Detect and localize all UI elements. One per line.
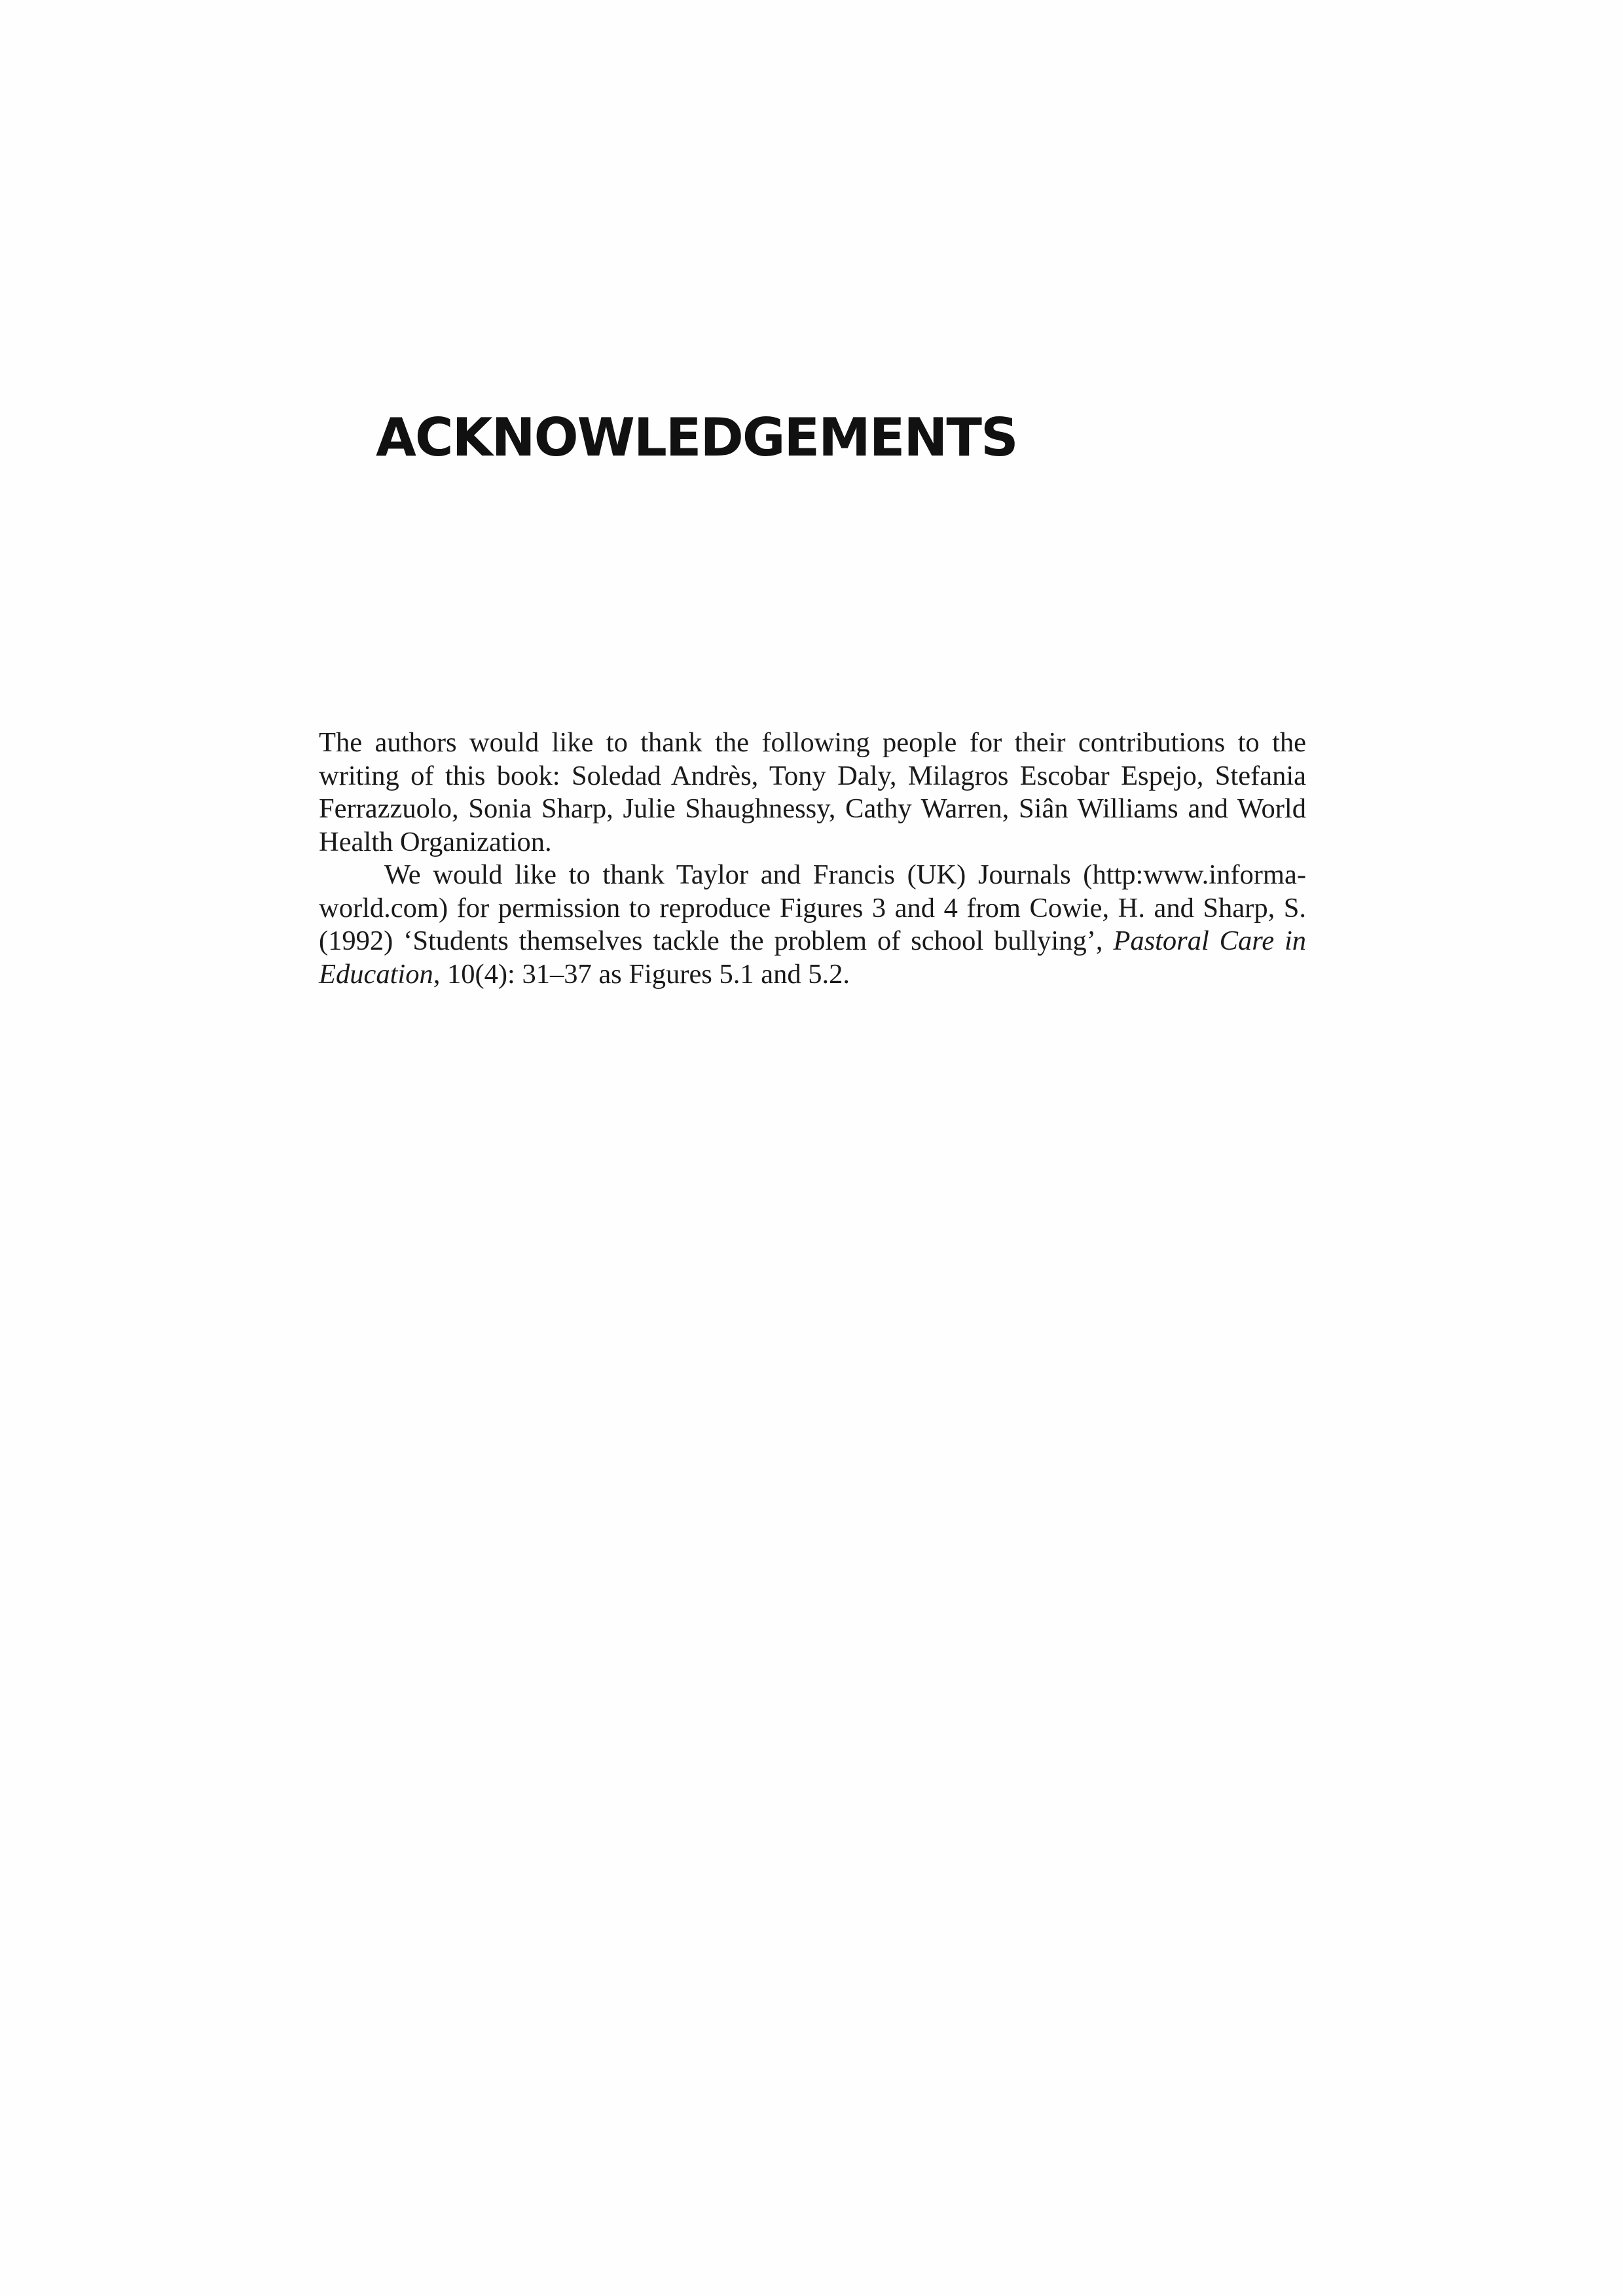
chapter-title: ACKNOWLEDGEMENTS <box>376 407 1017 468</box>
permissions-text: We would like to thank Taylor and Francis (UK) Journals (http:www.informa-world.com) for permission to reproduce Figures 3 and 4 from Cowie, H. and Sharp, S. (1992) ‘Students themselves tackle the problem of school bullying’, <box>319 859 1306 956</box>
paragraph-permissions <box>319 859 1306 991</box>
journal-title: Pastoral Care in Education <box>319 925 1307 990</box>
permissions-citation: , 10(4): 31–37 as Figures 5.1 and 5.2. <box>433 958 850 990</box>
paragraph-thanks-people: The authors would like to thank the following people for their contributions to the writing of this book: Soledad Andrès, Tony Daly, Milagros Escobar Espejo, Stefania Ferrazzuolo, Sonia Sharp, Julie Shaughnessy, Cathy Warren, Siân Williams and World Health Organization. <box>319 727 1306 857</box>
acknowledgements-body <box>319 726 1306 991</box>
